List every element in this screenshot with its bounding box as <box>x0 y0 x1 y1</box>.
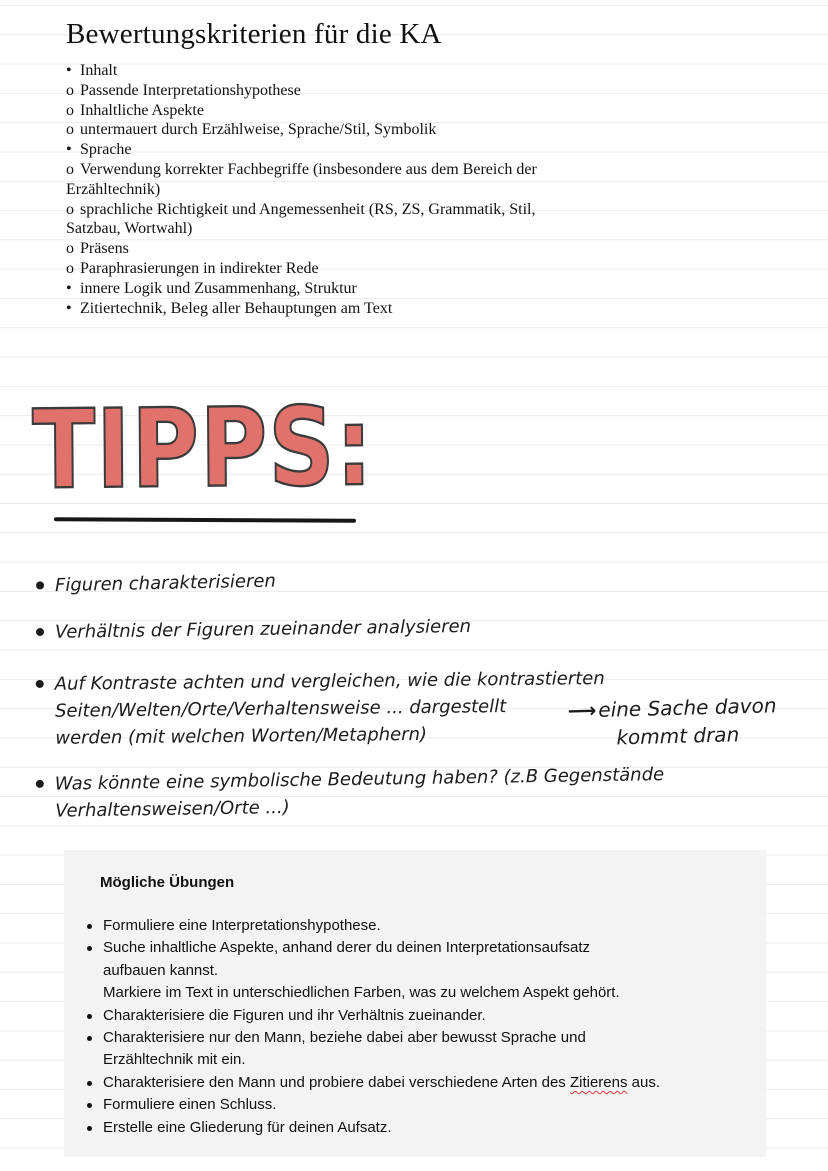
criteria-item <box>66 279 606 299</box>
handwritten-note-symbolik <box>36 761 665 825</box>
criteria-text: innere Logik und Zusammenhang, Struktur <box>80 279 357 297</box>
exercise-text-segment: Charakterisiere den Mann und probiere dabei verschiedene Arten des <box>103 1073 570 1091</box>
bullet-dot <box>87 1036 92 1041</box>
note-line: werden (mit welchen Worten/Metaphern) <box>55 723 428 749</box>
exercise-item <box>64 1117 754 1139</box>
bullet-dot <box>36 628 44 636</box>
exercise-text-line: Markiere im Text in unterschiedlichen Farben, was zu welchem Aspekt gehört. <box>103 984 620 1002</box>
exercise-text-line: Erzähltechnik mit ein. <box>103 1051 246 1069</box>
criteria-text: sprachliche Richtigkeit und Angemessenheit (RS, ZS, Grammatik, Stil, <box>80 200 536 218</box>
exercise-content <box>103 915 381 937</box>
criteria-text: Verwendung korrekter Fachbegriffe (insbesondere aus dem Bereich der <box>80 160 537 178</box>
handwritten-note-figuren <box>36 567 276 599</box>
bullet-dot <box>87 946 92 951</box>
list-marker: o <box>66 259 74 277</box>
exercise-text-line: Charakterisiere die Figuren und ihr Verhältnis zueinander. <box>103 1006 486 1024</box>
criteria-text: Inhaltliche Aspekte <box>80 101 204 119</box>
exercise-content <box>103 1072 660 1094</box>
exercise-text-line: Charakterisiere nur den Mann, beziehe dabei aber bewusst Sprache und <box>103 1029 586 1047</box>
list-marker: o <box>66 160 74 178</box>
note-line: Verhaltensweisen/Orte ...) <box>55 796 290 822</box>
exercise-item <box>64 1072 754 1094</box>
bullet-dot <box>36 780 44 788</box>
exercise-item <box>64 1094 754 1116</box>
handwritten-side-note <box>567 691 777 752</box>
underline-stroke <box>54 517 356 523</box>
note-lines <box>55 567 276 599</box>
exercise-text-line: aufbauen kannst. <box>103 961 219 979</box>
list-marker: o <box>66 81 74 99</box>
criteria-item <box>66 61 606 81</box>
criteria-text: Inhalt <box>80 62 118 79</box>
page-title: Bewertungskriterien für die KA <box>66 18 442 50</box>
exercise-text-line: Formuliere einen Schluss. <box>103 1096 277 1114</box>
bullet-dot <box>87 1126 92 1131</box>
list-marker: • <box>66 279 72 297</box>
exercise-text-line: Formuliere eine Interpretationshypothese. <box>103 917 381 934</box>
bullet-dot <box>87 1014 92 1019</box>
note-lines <box>55 665 606 752</box>
bullet-dot <box>87 1081 92 1086</box>
exercise-content <box>103 1117 392 1139</box>
exercise-text-line: Suche inhaltliche Aspekte, anhand derer du deinen Interpretationsaufsatz <box>103 939 591 957</box>
list-marker: • <box>66 141 72 159</box>
spellcheck-flagged-word: Zitierens <box>569 1073 628 1091</box>
exercises-list <box>64 915 754 1139</box>
arrow-right-icon: ⟶ <box>567 697 597 723</box>
bullet-dot <box>36 680 44 688</box>
list-marker: • <box>66 62 72 79</box>
note-line: Auf Kontraste achten und vergleichen, wie die kontrastierten <box>54 668 605 695</box>
bullet-dot <box>87 924 92 929</box>
list-marker: o <box>66 200 74 218</box>
criteria-item <box>66 101 606 121</box>
note-line: Seiten/Welten/Orte/Verhaltensweise ... dargestellt <box>54 696 507 722</box>
criteria-item <box>66 299 606 319</box>
criteria-text: Satzbau, Wortwahl) <box>66 220 193 238</box>
exercise-text-segment: aus. <box>627 1073 661 1091</box>
side-note-line: eine Sache davon <box>598 693 777 722</box>
note-line: Verhältnis der Figuren zueinander analysieren <box>54 615 472 643</box>
exercise-item <box>64 1005 754 1027</box>
criteria-item <box>66 120 606 140</box>
exercises-heading: Mögliche Übungen <box>100 874 235 891</box>
criteria-text: Erzähltechnik) <box>66 180 161 198</box>
side-note-line: kommt dran <box>616 722 740 750</box>
criteria-item <box>66 160 606 200</box>
exercise-content <box>103 937 620 1004</box>
note-lines <box>55 613 471 646</box>
list-marker: o <box>66 240 74 258</box>
criteria-item <box>66 259 606 279</box>
criteria-text: Passende Interpretationshypothese <box>80 81 301 99</box>
exercise-item <box>64 937 754 1004</box>
list-marker: o <box>66 101 74 119</box>
exercise-item <box>64 915 754 937</box>
note-line: Was könnte eine symbolische Bedeutung haben? (z.B Gegenstände <box>54 764 665 795</box>
criteria-item <box>66 81 606 101</box>
handwritten-note-kontraste <box>36 665 606 752</box>
criteria-item <box>66 140 606 160</box>
exercise-text-line: Erstelle eine Gliederung für deinen Aufsatz. <box>103 1118 392 1136</box>
note-lines <box>55 761 665 825</box>
tipps-heading-handwritten: TIPPS: <box>32 383 374 514</box>
exercise-content <box>103 1027 586 1072</box>
list-marker: • <box>66 299 72 317</box>
exercise-item <box>64 1027 754 1072</box>
note-line: Figuren charakterisieren <box>54 570 277 597</box>
criteria-item <box>66 200 606 240</box>
criteria-list <box>66 61 606 318</box>
criteria-text: Paraphrasierungen in indirekter Rede <box>80 259 319 277</box>
exercises-box <box>64 850 766 1157</box>
criteria-item <box>66 239 606 259</box>
criteria-text: Sprache <box>80 141 132 159</box>
bullet-dot <box>87 1103 92 1108</box>
exercise-content <box>103 1005 486 1027</box>
list-marker: o <box>66 121 74 139</box>
exercise-text-line <box>103 1072 660 1094</box>
criteria-text: Zitiertechnik, Beleg aller Behauptungen am Text <box>80 299 393 317</box>
handwritten-note-verhaeltnis <box>36 613 471 646</box>
criteria-text: Präsens <box>80 240 129 258</box>
bullet-dot <box>36 581 44 589</box>
exercise-content <box>103 1094 276 1116</box>
criteria-text: untermauert durch Erzählweise, Sprache/Stil, Symbolik <box>80 121 437 139</box>
